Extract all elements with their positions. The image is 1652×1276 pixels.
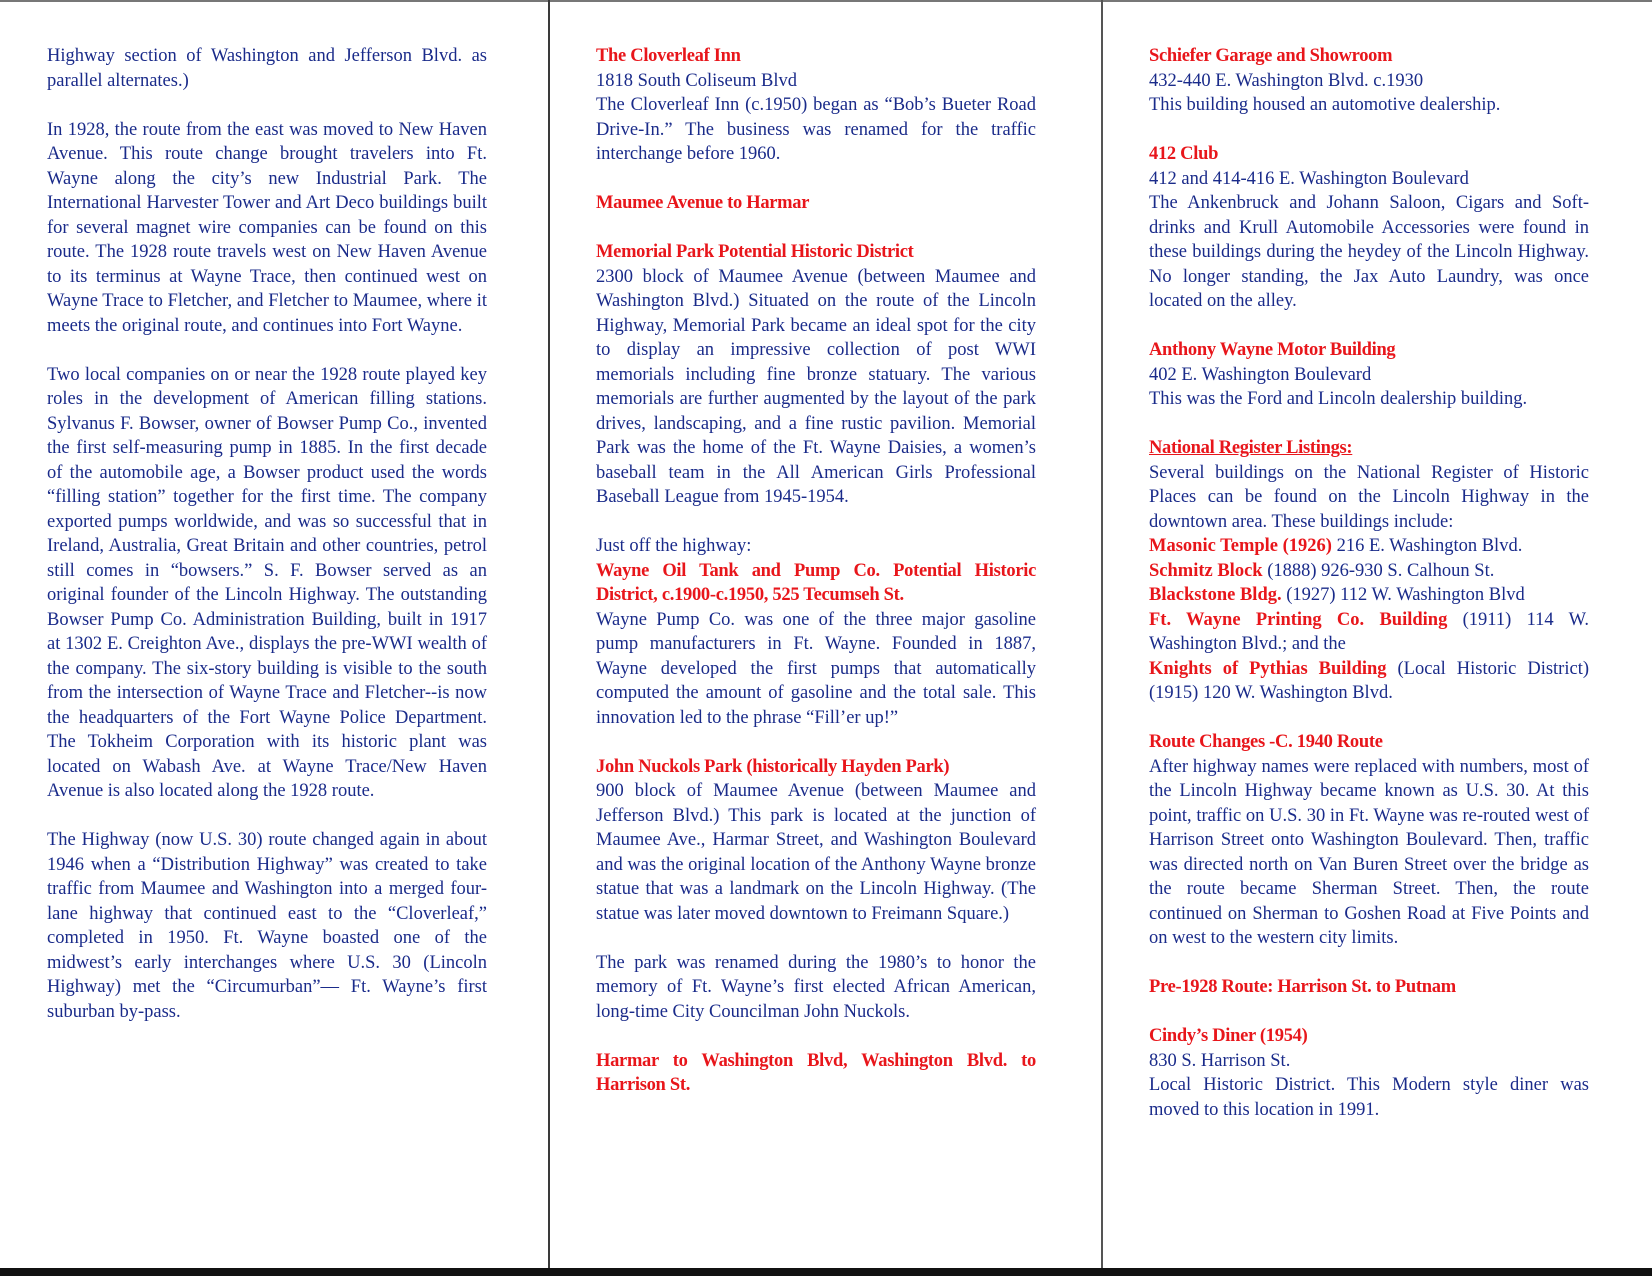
knights-detail: (Local Historic District) (1915) 120 W. Washington Blvd. xyxy=(1149,658,1589,703)
pre1928-heading: Pre-1928 Route: Harrison St. to Putnam xyxy=(1149,977,1456,997)
panel-right xyxy=(1102,0,1652,1268)
register-printing xyxy=(1149,608,1589,657)
nuckols-renamed xyxy=(596,951,1036,1025)
cindys-title: Cindy’s Diner (1954) xyxy=(1149,1026,1308,1046)
masonic-detail: 216 E. Washington Blvd. xyxy=(1331,536,1523,556)
nuckols-title: John Nuckols Park (historically Hayden Park) xyxy=(596,756,950,777)
register-blackstone xyxy=(1149,583,1589,608)
nuckols-text-2: The park was renamed during the 1980’s to honor the memory of Ft. Wayne’s first elected African American, long-time City Councilman John Nuckols. xyxy=(596,952,1036,1022)
club412-title: 412 Club xyxy=(1149,144,1219,164)
register-masonic xyxy=(1149,534,1589,559)
schiefer-title: Schiefer Garage and Showroom xyxy=(1149,46,1393,66)
cindys-entry xyxy=(1149,1024,1589,1122)
harmar-section xyxy=(596,1049,1036,1098)
wayne-oil-text: Wayne Pump Co. was one of the three major gasoline pump manufacturers in Ft. Wayne. Founded in 1887, Wayne developed the first pumps that automatically computed the amount of gasoline and the total sale. This innovation led to the phrase “Fill’er up!” xyxy=(596,609,1036,728)
memorial-text: 2300 block of Maumee Avenue (between Maumee and Washington Blvd.) Situated on the route of the Lincoln Highway, Memorial Park became an ideal spot for the city to display an impressive collection of post WWI memorials including fine bronze statuary. The various memorials are further augmented by the layout of the park drives, landscaping, and a fine rustic pavilion. Memorial Park was the home of the Ft. Wayne Daisies, a women’s baseball team in the All American Girls Professional Baseball League from 1945-1954. xyxy=(596,266,1036,507)
cloverleaf-entry xyxy=(596,44,1036,167)
nuckols-text: 900 block of Maumee Avenue (between Maumee and Jefferson Blvd.) This park is located at the junction of Maumee Ave., Harmar Street, and Washington Boulevard and was the original location of the Anthony Wayne bronze statue that was a landmark on the Lincoln Highway. (The statue was later moved downtown to Freimann Square.) xyxy=(596,781,1036,924)
cloverleaf-title: The Cloverleaf Inn xyxy=(596,46,741,66)
club412-text: The Ankenbruck and Johann Saloon, Cigars and Soft-drinks and Krull Automobile Accessories were found in these buildings during the heydey of the Lincoln Highway. No longer standing, the Jax Auto Laundry, was once located on the alley. xyxy=(1149,193,1589,311)
cindys-address: 830 S. Harrison St. xyxy=(1149,1050,1291,1071)
column-middle xyxy=(596,44,1036,1122)
masonic-name: Masonic Temple (1926) xyxy=(1149,536,1332,556)
printing-detail: (1911) 114 W. Washington Blvd.; and the xyxy=(1149,609,1589,654)
schmitz-name: Schmitz Block xyxy=(1149,560,1263,581)
route1940-title: Route Changes -C. 1940 Route xyxy=(1149,732,1383,752)
blackstone-name: Blackstone Bldg. xyxy=(1149,585,1282,605)
panel-middle xyxy=(549,0,1102,1268)
memorial-title: Memorial Park Potential Historic District xyxy=(596,242,914,262)
register-knights xyxy=(1149,657,1589,706)
maumee-section xyxy=(596,191,1036,216)
cloverleaf-address: 1818 South Coliseum Blvd xyxy=(596,70,797,91)
column-right xyxy=(1149,44,1589,1147)
wayne-oil-title: Wayne Oil Tank and Pump Co. Potential Historic District, c.1900-c.1950, 525 Tecumseh St. xyxy=(596,560,1036,605)
nuckols-entry xyxy=(596,755,1036,927)
club412-address: 412 and 414-416 E. Washington Boulevard xyxy=(1149,168,1469,189)
club412-entry xyxy=(1149,142,1589,314)
cindys-text: Local Historic District. This Modern style diner was moved to this location in 1991. xyxy=(1149,1075,1589,1120)
register-schmitz xyxy=(1149,559,1589,584)
knights-name: Knights of Pythias Building xyxy=(1149,658,1387,679)
column-left xyxy=(47,44,487,1049)
pre1928-section xyxy=(1149,975,1589,1000)
schmitz-detail: (1888) 926-930 S. Calhoun St. xyxy=(1262,560,1495,581)
printing-name: Ft. Wayne Printing Co. Building xyxy=(1149,609,1448,630)
paragraph-bowser: Two local companies on or near the 1928 route played key roles in the development of American filling stations. Sylvanus F. Bowser, owner of Bowser Pump Co., invented the first self-measuring pump in 1885. In the first decade of the automobile age, a Bowser product used the words “filling station” together for the first time. The company exported pumps worldwide, and was so successful that in Ireland, Australia, Great Britain and other countries, petrol still comes in “bowsers.” S. F. Bowser served as an original founder of the Lincoln Highway. The outstanding Bowser Pump Co. Administration Building, built in 1917 at 1302 E. Creighton Ave., displays the pre-WWI wealth of the company. The six-story building is visible to the south from the intersection of Wayne Trace and Fletcher--is now the headquarters of the Fort Wayne Police Department. The Tokheim Corporation with its historic plant was located on Wabash Ave. at Wayne Trace/New Haven Avenue is also located along the 1928 route. xyxy=(47,364,487,801)
register-entry xyxy=(1149,436,1589,706)
register-title: National Register Listings: xyxy=(1149,438,1353,458)
anthony-address: 402 E. Washington Boulevard xyxy=(1149,364,1372,385)
bottom-edge xyxy=(0,1268,1652,1276)
route1940-entry xyxy=(1149,730,1589,951)
paragraph-highway-section: Highway section of Washington and Jefferson Blvd. as parallel alternates.) xyxy=(47,46,487,91)
register-intro: Several buildings on the National Register of Historic Places can be found on the Lincoln Highway in the downtown area. These buildings include: xyxy=(1149,462,1589,532)
wayne-oil-intro: Just off the highway: xyxy=(596,536,752,556)
anthony-entry xyxy=(1149,338,1589,412)
maumee-heading: Maumee Avenue to Harmar xyxy=(596,193,810,213)
anthony-text: This was the Ford and Lincoln dealership building. xyxy=(1149,389,1528,409)
anthony-title: Anthony Wayne Motor Building xyxy=(1149,340,1396,360)
schiefer-entry xyxy=(1149,44,1589,118)
route1940-text: After highway names were replaced with numbers, most of the Lincoln Highway became known as U.S. 30. At this point, traffic on U.S. 30 in Ft. Wayne was re-routed west of Harrison Street onto Washington Boulevard. Then, traffic was directed north on Van Buren Street over the bridge as the route became Sherman Street. Then, the route continued on Sherman to Goshen Road at Five Points and on west to the western city limits. xyxy=(1149,756,1589,948)
paragraph-1928-route: In 1928, the route from the east was moved to New Haven Avenue. This route change brought travelers into Ft. Wayne along the city’s new Industrial Park. The International Harvester Tower and Art Deco buildings built for several magnet wire companies can be found on this route. The 1928 route travels west on New Haven Avenue to its terminus at Wayne Trace, then continued west on Wayne Trace to Fletcher, and Fletcher to Maumee, where it meets the original route, and continues into Fort Wayne. xyxy=(47,119,487,336)
paragraph-distribution-highway: The Highway (now U.S. 30) route changed again in about 1946 when a “Distribution Highway” was created to take traffic from Maumee and Washington into a merged four-lane highway that continued east to the “Cloverleaf,” completed in 1950. Ft. Wayne boasted one of the midwest’s early interchanges where U.S. 30 (Lincoln Highway) met the “Circumurban”— Ft. Wayne’s first suburban by-pass. xyxy=(47,830,487,1022)
panel-left xyxy=(0,0,549,1268)
memorial-entry xyxy=(596,240,1036,510)
schiefer-text: This building housed an automotive dealership. xyxy=(1149,95,1501,115)
cloverleaf-text: The Cloverleaf Inn (c.1950) began as “Bob’s Bueter Road Drive-In.” The business was renamed for the traffic interchange before 1960. xyxy=(596,95,1036,164)
schiefer-address: 432-440 E. Washington Blvd. c.1930 xyxy=(1149,70,1424,91)
wayne-oil-entry xyxy=(596,534,1036,730)
harmar-heading: Harmar to Washington Blvd, Washington Blvd. to Harrison St. xyxy=(596,1050,1036,1095)
blackstone-detail: (1927) 112 W. Washington Blvd xyxy=(1281,585,1525,605)
